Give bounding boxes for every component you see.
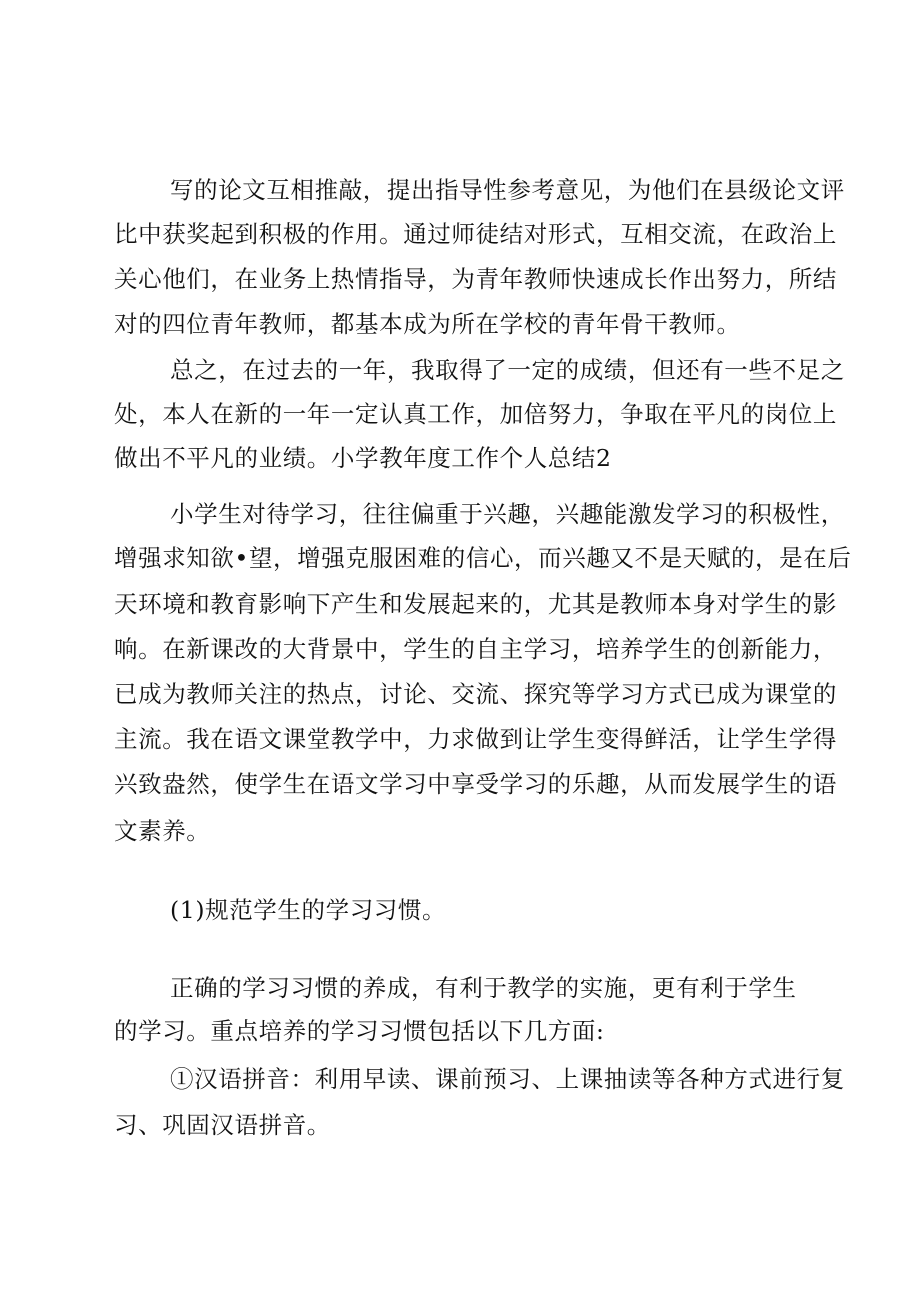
text-line: 处，本人在新的一年一定认真工作，加倍努力，争取在平凡的岗位上: [114, 400, 837, 428]
text-line: 做出不平凡的业绩。小学教年度工作个人总结2: [114, 444, 612, 472]
text-line: 正确的学习习惯的养成，有利于教学的实施，更有利于学生: [170, 974, 797, 1002]
text-line: 比中获奖起到积极的作用。通过师徒结对形式，互相交流，在政治上: [114, 220, 837, 248]
text-line: 的学习。重点培养的学习习惯包括以下几方面:: [114, 1017, 605, 1045]
text-line: 已成为教师关注的热点，讨论、交流、探究等学习方式已成为课堂的: [114, 680, 837, 708]
text-line: 增强求知欲•望，增强克服困难的信心，而兴趣又不是天赋的，是在后: [114, 544, 852, 572]
text-line: ①汉语拼音：利用早读、课前预习、上课抽读等各种方式进行复: [170, 1065, 845, 1093]
section-heading: (1)规范学生的学习习惯。: [170, 896, 447, 924]
text-line: 文素养。: [114, 817, 211, 845]
text-line: 天环境和教育影响下产生和发展起来的，尤其是教师本身对学生的影: [114, 590, 837, 618]
text-line: 写的论文互相推敲，提出指导性参考意见，为他们在县级论文评: [170, 176, 845, 204]
text-line: 关心他们，在业务上热情指导，为青年教师快速成长作出努力，所结: [114, 265, 837, 293]
text-line: 兴致盎然，使学生在语文学习中享受学习的乐趣，从而发展学生的语: [114, 770, 837, 798]
text-line: 总之，在过去的一年，我取得了一定的成绩，但还有一些不足之: [170, 356, 845, 384]
text-line: 习、巩固汉语拼音。: [114, 1111, 331, 1139]
text-line: 响。在新课改的大背景中，学生的自主学习，培养学生的创新能力，: [114, 635, 837, 663]
text-line: 对的四位青年教师，都基本成为所在学校的青年骨干教师。: [114, 310, 741, 338]
text-line: 小学生对待学习，往往偏重于兴趣，兴趣能激发学习的积极性，: [170, 500, 845, 528]
text-line: 主流。我在语文课堂教学中，力求做到让学生变得鲜活，让学生学得: [114, 725, 837, 753]
